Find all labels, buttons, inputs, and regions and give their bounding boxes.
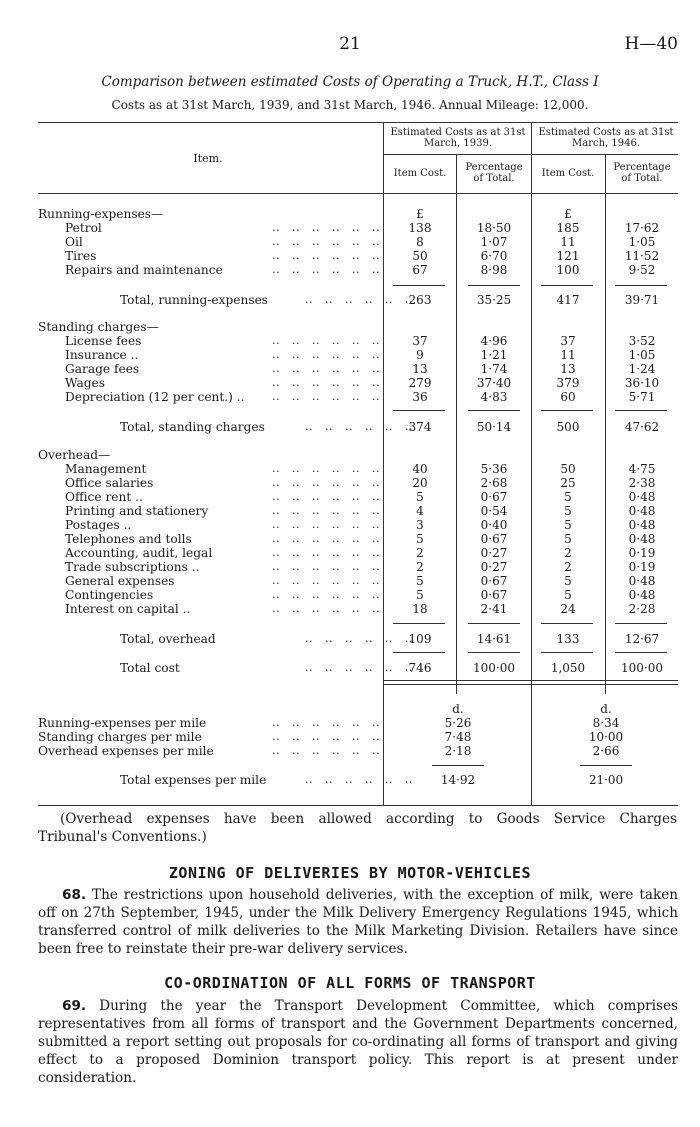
overhead-row-cost-1946: 5 bbox=[564, 490, 572, 504]
section-heading-zoning: ZONING OF DELIVERIES BY MOTOR-VEHICLES bbox=[168, 864, 532, 882]
overhead-row-label: Interest on capital .. bbox=[65, 602, 191, 616]
standing-row-pct-1946: 1·24 bbox=[628, 362, 656, 376]
standing-row-pct-1939: 4·83 bbox=[480, 390, 508, 404]
page-reference: H—40 bbox=[624, 34, 678, 54]
standing-row-label: License fees bbox=[65, 334, 142, 348]
total-cost-pct-1946: 100·00 bbox=[621, 661, 663, 675]
total-cost-cost-1946: 1,050 bbox=[550, 661, 586, 675]
overhead-row-label: Management bbox=[65, 462, 147, 476]
leader-dots: .. .. .. .. .. .. bbox=[272, 476, 380, 489]
overhead-row-label: General expenses bbox=[65, 574, 175, 588]
overhead-row-pct-1946: 4·75 bbox=[628, 462, 656, 476]
running-total-pct-1946: 39·71 bbox=[624, 293, 660, 307]
standing-row-pct-1946: 1·05 bbox=[628, 348, 656, 362]
overhead-row-cost-1939: 5 bbox=[416, 532, 424, 546]
leader-dots: .. .. .. .. .. .. bbox=[305, 632, 413, 645]
item-cost-header-1939: Item Cost. bbox=[393, 168, 447, 179]
group-divider bbox=[531, 122, 532, 805]
overhead-row-cost-1939: 5 bbox=[416, 588, 424, 602]
subtotal-rule-1946 bbox=[541, 623, 593, 624]
standing-row-cost-1939: 13 bbox=[412, 362, 428, 376]
overhead-row-pct-1946: 0·48 bbox=[628, 588, 656, 602]
leader-dots: .. .. .. .. .. .. bbox=[272, 532, 380, 545]
paragraph-number-69: 69. bbox=[62, 998, 87, 1014]
standing-total-pct-1946: 47·62 bbox=[624, 420, 660, 434]
standing-row-pct-1939: 4·96 bbox=[480, 334, 508, 348]
pct46-divider bbox=[605, 154, 606, 694]
overhead-row-cost-1946: 2 bbox=[564, 546, 572, 560]
overhead-row-label: Office rent .. bbox=[65, 490, 143, 504]
header-rule bbox=[38, 193, 678, 194]
subtotal-rule-1946-pct bbox=[615, 623, 667, 624]
running-row-cost-1939: 138 bbox=[408, 221, 432, 235]
leader-dots: .. .. .. .. .. .. bbox=[272, 730, 380, 743]
running-row-pct-1946: 17·62 bbox=[624, 221, 660, 235]
leader-dots: .. .. .. .. .. .. bbox=[272, 588, 380, 601]
running-section-label: Running-expenses— bbox=[38, 207, 164, 221]
leader-dots: .. .. .. .. .. .. bbox=[305, 773, 413, 786]
total-cost-cost-1939: 746 bbox=[408, 661, 432, 675]
overhead-row-pct-1939: 5·36 bbox=[480, 462, 508, 476]
total-rule-1946 bbox=[541, 652, 593, 653]
overhead-row-pct-1946: 2·28 bbox=[628, 602, 656, 616]
running-row-label: Repairs and maintenance bbox=[65, 263, 223, 277]
standing-row-cost-1939: 36 bbox=[412, 390, 428, 404]
leader-dots: .. .. .. .. .. .. bbox=[272, 462, 380, 475]
running-row-cost-1946: 100 bbox=[556, 263, 580, 277]
overhead-row-label: Postages .. bbox=[65, 518, 132, 532]
overhead-total-cost-1939: 109 bbox=[408, 632, 432, 646]
standing-row-pct-1939: 1·74 bbox=[480, 362, 508, 376]
total-rule-1939 bbox=[393, 652, 445, 653]
running-row-label: Tires bbox=[65, 249, 97, 263]
per-mile-rule-1939 bbox=[432, 765, 484, 766]
overhead-row-pct-1946: 0·48 bbox=[628, 574, 656, 588]
paragraph-68 bbox=[38, 886, 678, 958]
standing-row-label: Wages bbox=[65, 376, 106, 390]
overhead-row-label: Contingencies bbox=[65, 588, 154, 602]
pence-1939: d. bbox=[452, 702, 464, 716]
overhead-row-pct-1946: 0·48 bbox=[628, 532, 656, 546]
leader-dots: .. .. .. .. .. .. bbox=[272, 221, 380, 234]
overhead-section-label: Overhead— bbox=[38, 448, 111, 462]
running-row-cost-1946: 11 bbox=[560, 235, 576, 249]
per-mile-1946: 10·00 bbox=[588, 730, 624, 744]
leader-dots: .. .. .. .. .. .. bbox=[305, 420, 413, 433]
total-cost-pct-1939: 100·00 bbox=[473, 661, 515, 675]
standing-row-pct-1946: 36·10 bbox=[624, 376, 660, 390]
overhead-row-label: Printing and stationery bbox=[65, 504, 209, 518]
overhead-row-cost-1939: 3 bbox=[416, 518, 424, 532]
standing-row-pct-1939: 37·40 bbox=[476, 376, 512, 390]
standing-row-cost-1946: 11 bbox=[560, 348, 576, 362]
overhead-row-pct-1939: 2·41 bbox=[480, 602, 508, 616]
overhead-total-pct-1939: 14·61 bbox=[476, 632, 512, 646]
running-row-pct-1939: 1·07 bbox=[480, 235, 508, 249]
overhead-row-pct-1939: 0·67 bbox=[480, 490, 508, 504]
running-row-pct-1939: 8·98 bbox=[480, 263, 508, 277]
standing-row-cost-1946: 60 bbox=[560, 390, 576, 404]
overhead-row-cost-1939: 2 bbox=[416, 546, 424, 560]
section-heading-coordination: CO-ORDINATION OF ALL FORMS OF TRANSPORT bbox=[164, 974, 536, 992]
leader-dots: .. .. .. .. .. .. bbox=[272, 390, 380, 403]
item-cost-header-1946: Item Cost. bbox=[541, 168, 595, 179]
per-mile-label: Overhead expenses per mile bbox=[38, 744, 214, 758]
paragraph-68-text: The restrictions upon household deliveries, with the exception of milk, were taken off on 27th September, 1945, under the Milk Delivery Emergency Regulations 1945, which transferred control of milk deliveries to the Milk Marketing Division. Retailers have since been free to reinstate their pre-war delivery services. bbox=[38, 887, 678, 957]
leader-dots: .. .. .. .. .. .. bbox=[272, 518, 380, 531]
standing-section-label: Standing charges— bbox=[38, 320, 159, 334]
per-mile-1946: 2·66 bbox=[592, 744, 620, 758]
standing-total-label: Total, standing charges bbox=[120, 420, 265, 434]
item-header: Item. bbox=[193, 152, 223, 165]
subtotal-rule-1939 bbox=[393, 623, 445, 624]
overhead-total-label: Total, overhead bbox=[120, 632, 216, 646]
note-line-2: Tribunal's Conventions.) bbox=[38, 829, 207, 845]
overhead-row-cost-1946: 5 bbox=[564, 518, 572, 532]
overhead-row-pct-1939: 0·27 bbox=[480, 546, 508, 560]
running-total-cost-1939: 263 bbox=[408, 293, 432, 307]
paragraph-69 bbox=[38, 997, 678, 1087]
paragraph-number-68: 68. bbox=[62, 887, 87, 903]
standing-total-cost-1946: 500 bbox=[556, 420, 580, 434]
running-total-cost-1946: 417 bbox=[556, 293, 580, 307]
per-mile-total-label: Total expenses per mile bbox=[120, 773, 267, 787]
percentage-header-1946: Percentage of Total. bbox=[613, 162, 671, 184]
leader-dots: .. .. .. .. .. .. bbox=[272, 334, 380, 347]
overhead-row-pct-1939: 2·68 bbox=[480, 476, 508, 490]
standing-total-pct-1939: 50·14 bbox=[476, 420, 512, 434]
running-row-label: Oil bbox=[65, 235, 83, 249]
leader-dots: .. .. .. .. .. .. bbox=[272, 602, 380, 615]
overhead-row-label: Office salaries bbox=[65, 476, 154, 490]
subtotal-rule-1946 bbox=[541, 285, 593, 286]
running-row-cost-1946: 121 bbox=[556, 249, 580, 263]
currency-1946: £ bbox=[564, 207, 572, 221]
pence-1946: d. bbox=[600, 702, 612, 716]
standing-row-pct-1939: 1·21 bbox=[480, 348, 508, 362]
leader-dots: .. .. .. .. .. .. bbox=[272, 574, 380, 587]
overhead-row-cost-1939: 4 bbox=[416, 504, 424, 518]
overhead-row-cost-1946: 2 bbox=[564, 560, 572, 574]
per-mile-1946: 8·34 bbox=[592, 716, 620, 730]
leader-dots: .. .. .. .. .. .. bbox=[272, 249, 380, 262]
standing-row-cost-1939: 279 bbox=[408, 376, 432, 390]
percentage-header-1939: Percentage of Total. bbox=[465, 162, 523, 184]
overhead-row-pct-1946: 0·48 bbox=[628, 504, 656, 518]
standing-row-cost-1939: 9 bbox=[416, 348, 424, 362]
per-mile-label: Standing charges per mile bbox=[38, 730, 202, 744]
header-1939: Estimated Costs as at 31st March, 1939. bbox=[390, 127, 526, 149]
leader-dots: .. .. .. .. .. .. bbox=[272, 560, 380, 573]
overhead-row-cost-1946: 50 bbox=[560, 462, 576, 476]
overhead-row-pct-1946: 0·19 bbox=[628, 546, 656, 560]
leader-dots: .. .. .. .. .. .. bbox=[272, 716, 380, 729]
overhead-total-pct-1946: 12·67 bbox=[624, 632, 660, 646]
running-row-pct-1939: 6·70 bbox=[480, 249, 508, 263]
leader-dots: .. .. .. .. .. .. bbox=[272, 235, 380, 248]
overhead-row-pct-1946: 2·38 bbox=[628, 476, 656, 490]
running-row-pct-1939: 18·50 bbox=[476, 221, 512, 235]
overhead-row-cost-1939: 40 bbox=[412, 462, 428, 476]
leader-dots: .. .. .. .. .. .. bbox=[272, 546, 380, 559]
overhead-row-cost-1939: 5 bbox=[416, 574, 424, 588]
overhead-row-label: Telephones and tolls bbox=[65, 532, 192, 546]
subtotal-rule-1939-pct bbox=[468, 623, 520, 624]
running-row-cost-1939: 50 bbox=[412, 249, 428, 263]
overhead-row-cost-1946: 5 bbox=[564, 504, 572, 518]
subtotal-rule-1939 bbox=[393, 410, 445, 411]
subtotal-rule-1939-pct bbox=[468, 285, 520, 286]
subtotal-rule-1939-pct bbox=[468, 410, 520, 411]
header-1946: Estimated Costs as at 31st March, 1946. bbox=[538, 127, 674, 149]
overhead-row-cost-1946: 25 bbox=[560, 476, 576, 490]
total-rule-1946-pct bbox=[615, 652, 667, 653]
running-row-pct-1946: 11·52 bbox=[624, 249, 660, 263]
table-title: Comparison between estimated Costs of Operating a Truck, H.T., Class I bbox=[101, 74, 599, 90]
overhead-row-cost-1939: 20 bbox=[412, 476, 428, 490]
per-mile-1939: 7·48 bbox=[444, 730, 472, 744]
overhead-row-cost-1939: 18 bbox=[412, 602, 428, 616]
leader-dots: .. .. .. .. .. .. bbox=[272, 362, 380, 375]
note-line-1: (Overhead expenses have been allowed according to Goods Service Charges bbox=[60, 811, 677, 827]
double-rule-bottom bbox=[384, 684, 678, 685]
standing-total-cost-1939: 374 bbox=[408, 420, 432, 434]
running-row-label: Petrol bbox=[65, 221, 102, 235]
leader-dots: .. .. .. .. .. .. bbox=[272, 744, 380, 757]
running-total-pct-1939: 35·25 bbox=[476, 293, 512, 307]
overhead-row-pct-1946: 0·19 bbox=[628, 560, 656, 574]
standing-row-label: Depreciation (12 per cent.) .. bbox=[65, 390, 245, 404]
overhead-row-pct-1939: 0·40 bbox=[480, 518, 508, 532]
subtotal-rule-1939 bbox=[393, 285, 445, 286]
page-number: 21 bbox=[339, 34, 361, 54]
overhead-row-pct-1946: 0·48 bbox=[628, 518, 656, 532]
leader-dots: .. .. .. .. .. .. bbox=[272, 504, 380, 517]
running-row-pct-1946: 9·52 bbox=[628, 263, 656, 277]
standing-row-cost-1946: 37 bbox=[560, 334, 576, 348]
overhead-row-pct-1939: 0·67 bbox=[480, 532, 508, 546]
overhead-row-pct-1946: 0·48 bbox=[628, 490, 656, 504]
leader-dots: .. .. .. .. .. .. bbox=[305, 661, 413, 674]
standing-row-cost-1939: 37 bbox=[412, 334, 428, 348]
running-row-cost-1939: 67 bbox=[412, 263, 428, 277]
overhead-row-pct-1939: 0·67 bbox=[480, 574, 508, 588]
per-mile-1939: 5·26 bbox=[444, 716, 472, 730]
leader-dots: .. .. .. .. .. .. bbox=[272, 263, 380, 276]
total-rule-1939-pct bbox=[468, 652, 520, 653]
per-mile-rule-1946 bbox=[580, 765, 632, 766]
standing-row-cost-1946: 13 bbox=[560, 362, 576, 376]
per-mile-total-1939: 14·92 bbox=[440, 773, 476, 787]
standing-row-pct-1946: 5·71 bbox=[628, 390, 656, 404]
leader-dots: .. .. .. .. .. .. bbox=[272, 376, 380, 389]
overhead-row-cost-1946: 5 bbox=[564, 532, 572, 546]
leader-dots: .. .. .. .. .. .. bbox=[272, 490, 380, 503]
leader-dots: .. .. .. .. .. .. bbox=[272, 348, 380, 361]
standing-row-pct-1946: 3·52 bbox=[628, 334, 656, 348]
overhead-row-pct-1939: 0·27 bbox=[480, 560, 508, 574]
currency-1939: £ bbox=[416, 207, 424, 221]
pct39-divider bbox=[456, 154, 457, 694]
subtotal-rule-1946-pct bbox=[615, 410, 667, 411]
overhead-row-cost-1939: 5 bbox=[416, 490, 424, 504]
overhead-row-cost-1946: 5 bbox=[564, 574, 572, 588]
standing-row-label: Garage fees bbox=[65, 362, 140, 376]
standing-row-cost-1946: 379 bbox=[556, 376, 580, 390]
overhead-row-pct-1939: 0·54 bbox=[480, 504, 508, 518]
overhead-row-pct-1939: 0·67 bbox=[480, 588, 508, 602]
overhead-row-label: Accounting, audit, legal bbox=[65, 546, 213, 560]
subtotal-rule-1946 bbox=[541, 410, 593, 411]
overhead-total-cost-1946: 133 bbox=[556, 632, 580, 646]
running-row-cost-1946: 185 bbox=[556, 221, 580, 235]
overhead-row-cost-1946: 24 bbox=[560, 602, 576, 616]
overhead-row-cost-1946: 5 bbox=[564, 588, 572, 602]
subtotal-rule-1946-pct bbox=[615, 285, 667, 286]
double-rule-top bbox=[384, 680, 678, 681]
table-subtitle: Costs as at 31st March, 1939, and 31st March, 1946. Annual Mileage: 12,000. bbox=[111, 98, 589, 112]
total-cost-label: Total cost bbox=[120, 661, 180, 675]
per-mile-label: Running-expenses per mile bbox=[38, 716, 207, 730]
per-mile-total-1946: 21·00 bbox=[588, 773, 624, 787]
running-total-label: Total, running-expenses bbox=[120, 293, 269, 307]
running-row-cost-1939: 8 bbox=[416, 235, 424, 249]
table-bottom-rule bbox=[38, 805, 678, 806]
overhead-row-cost-1939: 2 bbox=[416, 560, 424, 574]
leader-dots: .. .. .. .. .. .. bbox=[305, 293, 413, 306]
paragraph-69-text: During the year the Transport Development Committee, which comprises representatives from all forms of transport and the Government Departments concerned, submitted a report setting out proposals for co-ordinating all forms of transport and giving effect to a proposed Dominion transport policy. This report is at present under consideration. bbox=[38, 998, 678, 1086]
item-column-divider bbox=[383, 122, 384, 805]
table-top-rule bbox=[38, 122, 678, 123]
overhead-row-label: Trade subscriptions .. bbox=[65, 560, 200, 574]
per-mile-1939: 2·18 bbox=[444, 744, 472, 758]
running-row-pct-1946: 1·05 bbox=[628, 235, 656, 249]
standing-row-label: Insurance .. bbox=[65, 348, 139, 362]
